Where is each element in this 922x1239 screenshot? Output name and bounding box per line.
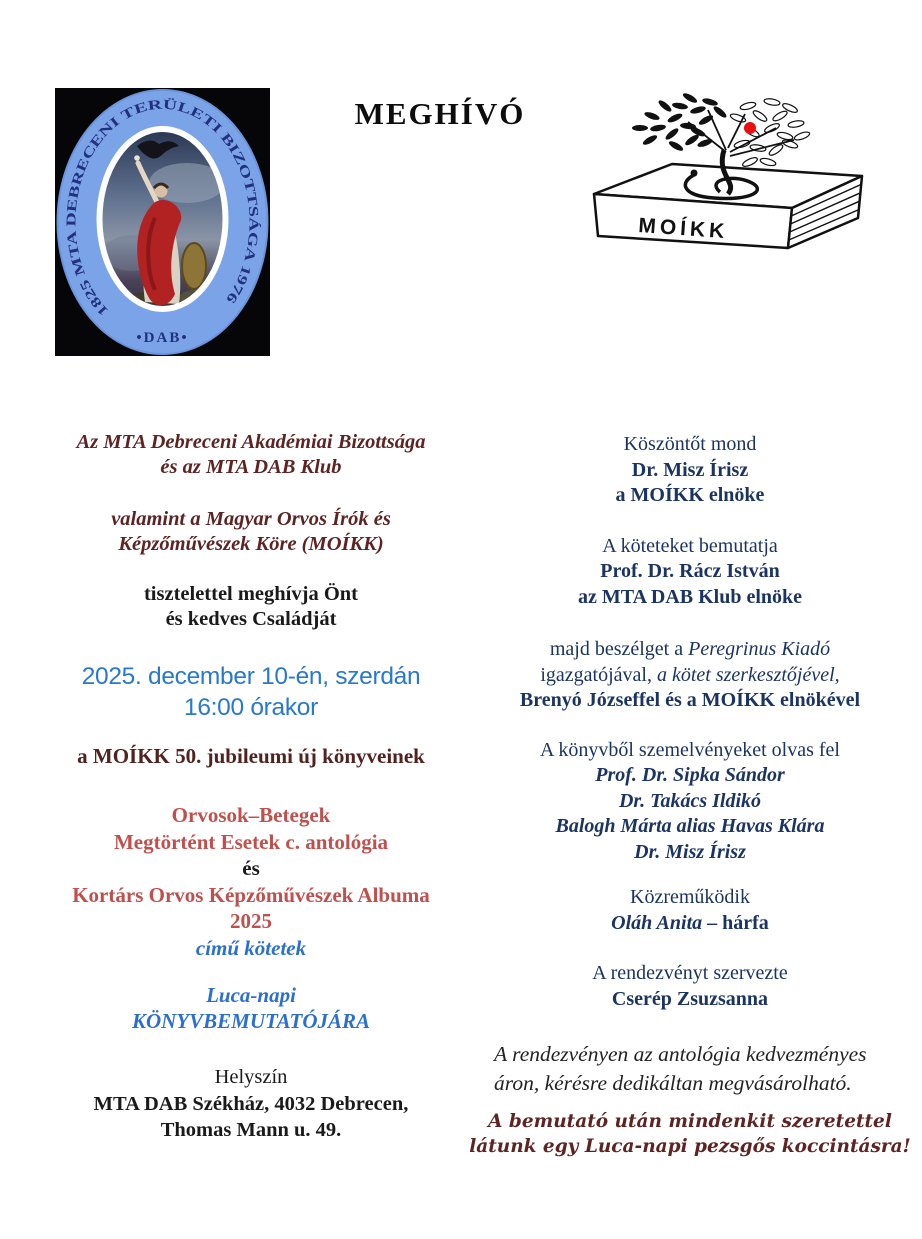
presenter-label: A köteteket bemutatja <box>602 534 778 557</box>
reader-name: Balogh Márta alias Havas Klára <box>555 815 825 837</box>
talk-regular: majd beszélget a <box>549 638 689 660</box>
contributor-block <box>468 885 912 936</box>
event-date: 2025. december 10-én, szerdán <box>81 663 421 690</box>
greeting-block <box>468 432 912 509</box>
text-line: és az MTA DAB Klub <box>160 456 342 478</box>
venue-block <box>40 1064 462 1144</box>
contributor-name: Oláh Anita <box>611 911 703 934</box>
readers-block <box>468 738 912 866</box>
cimu-kotetek-line: című kötetek <box>195 935 307 960</box>
invitation-phrase <box>40 582 462 632</box>
talk-italic: a kötet szerkesztőjével, <box>656 663 840 686</box>
text-line: Luca-napi <box>206 983 296 1007</box>
badge-dab-text: •DAB• <box>136 330 189 346</box>
book-title-1-subtitle: Megtörtént Esetek c. antológia <box>113 829 389 854</box>
text-line: tisztelettel meghívja Önt <box>143 583 359 605</box>
venue-address-line2: Thomas Mann u. 49. <box>160 1119 342 1141</box>
book-title-1: Orvosok–Betegek <box>171 803 331 827</box>
venue-address-line1: MTA DAB Székház, 4032 Debrecen, <box>93 1092 409 1115</box>
dab-badge-svg <box>55 88 270 356</box>
text-line: A bemutató után mindenkit szeretettel <box>488 1111 892 1132</box>
shield-icon <box>182 243 206 289</box>
event-datetime <box>40 661 462 723</box>
jubilee-line: a MOÍKK 50. jubileumi új könyveinek <box>77 744 425 768</box>
talk-guest-names: Brenyó Józseffel és a MOÍKK elnökével <box>519 689 861 711</box>
text-line: KÖNYVBEMUTATÓJÁRA <box>131 1009 371 1033</box>
readers-label: A könyvből szemelvényeket olvas fel <box>540 738 840 761</box>
contributor-instrument: – hárfa <box>702 911 769 934</box>
text-line: látunk egy Luca-napi pezsgős koccintásra! <box>469 1136 911 1157</box>
organizer-label: A rendezvényt szervezte <box>592 962 788 984</box>
text-line <box>468 663 912 689</box>
purchase-note <box>468 1040 912 1098</box>
greeting-label: Köszöntőt mond <box>623 433 757 455</box>
organizer-name: Cserép Zsuzsanna <box>611 987 769 1010</box>
apple-icon <box>744 122 756 134</box>
reader-name: Dr. Takács Ildikó <box>618 789 762 812</box>
talk-regular: igazgatójával, <box>540 663 657 686</box>
organizer-block <box>468 961 912 1012</box>
text-line: és kedves Családját <box>165 608 337 630</box>
greeting-speaker: Dr. Misz Írisz <box>631 458 749 481</box>
text-line <box>468 637 912 663</box>
reader-name: Prof. Dr. Sipka Sándor <box>595 764 785 786</box>
moikk-logo-svg <box>580 88 870 268</box>
text-line: Az MTA Debreceni Akadémiai Bizottsága <box>76 431 426 453</box>
left-column <box>40 430 462 1144</box>
text-line: áron, kérésre dedikáltan megvásárolható. <box>494 1071 852 1095</box>
greeting-speaker-role: a MOÍKK elnöke <box>615 484 765 506</box>
presenter-role: az MTA DAB Klub elnöke <box>577 585 803 608</box>
text-line: A rendezvényen az antológia kedvezményes <box>494 1042 867 1066</box>
and-word: és <box>242 856 260 880</box>
book-title-2: Kortárs Orvos Képzőművészek Albuma <box>72 882 430 907</box>
book-titles <box>40 802 462 961</box>
book-title-2-year: 2025 <box>230 909 272 933</box>
dab-badge-logo <box>55 88 270 356</box>
event-time: 16:00 órakor <box>184 694 318 721</box>
presenter-block <box>468 534 912 611</box>
book-spine-label: MOÍKK <box>637 214 730 244</box>
page-title: MEGHÍVÓ <box>354 96 526 131</box>
closing-toast-note <box>468 1109 912 1159</box>
text-line: valamint a Magyar Orvos Írók és <box>111 508 391 530</box>
right-column <box>468 432 912 1159</box>
luca-event-title <box>40 982 462 1034</box>
moikk-logo <box>580 88 870 268</box>
talk-italic: Peregrinus Kiadó <box>688 638 831 660</box>
host-organization-2 <box>40 507 462 557</box>
badge-arc-text: 1825 MTA DEBRECENI TERÜLETI BIZOTTSÁGA 1976 <box>63 96 262 320</box>
reader-name: Dr. Misz Írisz <box>634 840 746 863</box>
text-line: Képzőművészek Köre (MOÍKK) <box>118 533 384 555</box>
host-organization-1 <box>40 430 462 480</box>
contributor-line <box>468 911 912 937</box>
conversation-block <box>468 637 912 714</box>
foliage-right <box>729 98 810 168</box>
contributor-label: Közreműködik <box>630 886 750 908</box>
presenter-name: Prof. Dr. Rácz István <box>600 560 780 582</box>
venue-label: Helyszín <box>214 1066 288 1088</box>
